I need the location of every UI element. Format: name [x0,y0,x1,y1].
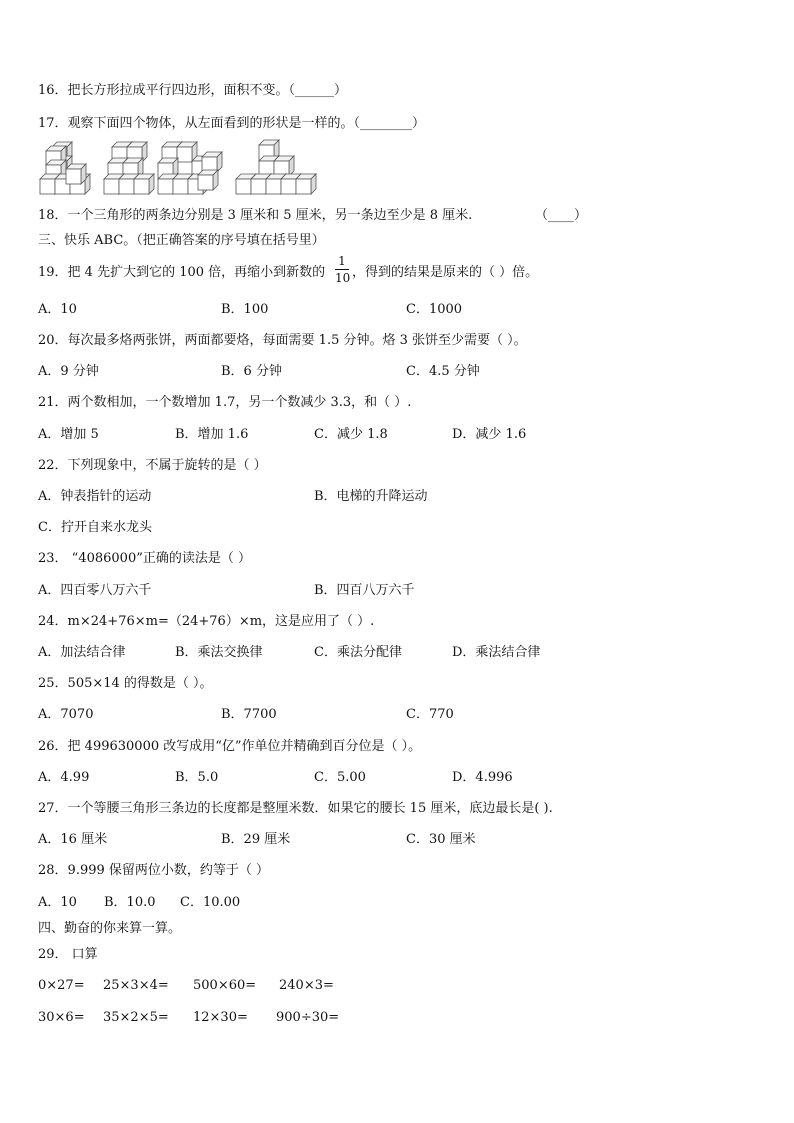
question-16: 16．把长方形拉成平行四边形，面积不变。（______） [38,83,348,98]
q21-option-c[interactable]: C．减少 1.8 [314,427,388,442]
cube-figure-1 [40,142,90,194]
question-25: 25．505×14 的得数是（ ）。 [38,676,213,691]
q20-option-a[interactable]: A．9 分钟 [38,364,99,379]
cube-figure-4 [236,140,316,194]
question-19-pre: 19．把 4 先扩大到它的 100 倍，再缩小到新数的 [38,265,326,280]
question-18: 18．一个三角形的两条边分别是 3 厘米和 5 厘米，另一条边至少是 8 厘米. [38,208,473,223]
q26-option-b[interactable]: B．5.0 [175,770,219,785]
q28-option-b[interactable]: B．10.0 [104,895,156,910]
cube-figure-2 [104,142,154,194]
q26-option-c[interactable]: C．5.00 [314,770,366,785]
oral-calc-8: 900÷30= [276,1010,340,1025]
oral-calc-5: 30×6= [38,1010,85,1025]
question-27: 27．一个等腰三角形三条边的长度都是整厘米数．如果它的腰长 15 厘米，底边最长是( ). [38,801,553,816]
q24-option-c[interactable]: C．乘法分配律 [314,645,402,660]
q24-option-a[interactable]: A．加法结合律 [38,645,126,660]
q28-option-c[interactable]: C．10.00 [180,895,241,910]
q23-option-a[interactable]: A．四百零八万六千 [38,583,152,598]
q28-option-a[interactable]: A．10 [38,895,77,910]
question-28: 28．9.999 保留两位小数，约等于（ ） [38,863,270,878]
oral-calc-3: 500×60= [193,978,257,993]
q25-option-c[interactable]: C．770 [406,707,454,722]
q25-option-b[interactable]: B．7700 [221,707,277,722]
question-29-title: 29． 口算 [38,947,98,962]
oral-calc-6: 35×2×5= [103,1010,169,1025]
oral-calc-7: 12×30= [193,1010,248,1025]
q25-option-a[interactable]: A．7070 [38,707,94,722]
question-17: 17．观察下面四个物体，从左面看到的形状是一样的。（________） [38,116,426,131]
question-22: 22．下列现象中，不属于旋转的是（ ） [38,458,267,473]
q22-option-c[interactable]: C．拧开自来水龙头 [38,520,152,535]
fraction-one-tenth [335,254,349,285]
fraction-numerator: 1 [338,254,346,268]
question-23: 23． “4086000”正确的读法是（ ） [38,551,251,566]
question-24: 24．m×24+76×m=（24+76）×m，这是应用了（ ）. [38,614,375,629]
q26-option-a[interactable]: A．4.99 [38,770,90,785]
cube-figures [38,138,328,196]
q27-option-b[interactable]: B．29 厘米 [221,832,291,847]
fraction-denominator: 10 [335,271,351,285]
oral-calc-4: 240×3= [279,978,334,993]
q26-option-d[interactable]: D．4.996 [452,770,513,785]
section-three-heading: 三、快乐 ABC。（把正确答案的序号填在括号里） [38,233,325,248]
q27-option-c[interactable]: C．30 厘米 [406,832,476,847]
answer-blank-18: （____） [535,208,588,223]
q22-option-a[interactable]: A．钟表指针的运动 [38,489,152,504]
q24-option-b[interactable]: B．乘法交换律 [175,645,263,660]
q19-option-c[interactable]: C．1000 [406,302,463,317]
question-21: 21．两个数相加，一个数增加 1.7，另一个数减少 3.3，和（ ）. [38,395,412,410]
q24-option-d[interactable]: D．乘法结合律 [452,645,541,660]
section-four-heading: 四、勤奋的你来算一算。 [38,921,182,936]
oral-calc-1: 0×27= [38,978,85,993]
question-20: 20．每次最多烙两张饼，两面都要烙，每面需要 1.5 分钟。烙 3 张饼至少需要（ ）。 [38,333,527,348]
question-19-post: ，得到的结果是原来的（ ）倍。 [352,265,539,280]
q20-option-b[interactable]: B．6 分钟 [221,364,282,379]
q20-option-c[interactable]: C．4.5 分钟 [406,364,480,379]
q21-option-a[interactable]: A．增加 5 [38,427,99,442]
question-26: 26．把 499630000 改写成用“亿”作单位并精确到百分位是（ ）。 [38,739,422,754]
q19-option-a[interactable]: A．10 [38,302,77,317]
q23-option-b[interactable]: B．四百八万六千 [314,583,415,598]
q21-option-d[interactable]: D．减少 1.6 [452,427,527,442]
q19-option-b[interactable]: B．100 [221,302,269,317]
cube-figure-3 [158,142,222,194]
q22-option-b[interactable]: B．电梯的升降运动 [314,489,428,504]
q21-option-b[interactable]: B．增加 1.6 [175,427,249,442]
q27-option-a[interactable]: A．16 厘米 [38,832,108,847]
oral-calc-2: 25×3×4= [103,978,169,993]
